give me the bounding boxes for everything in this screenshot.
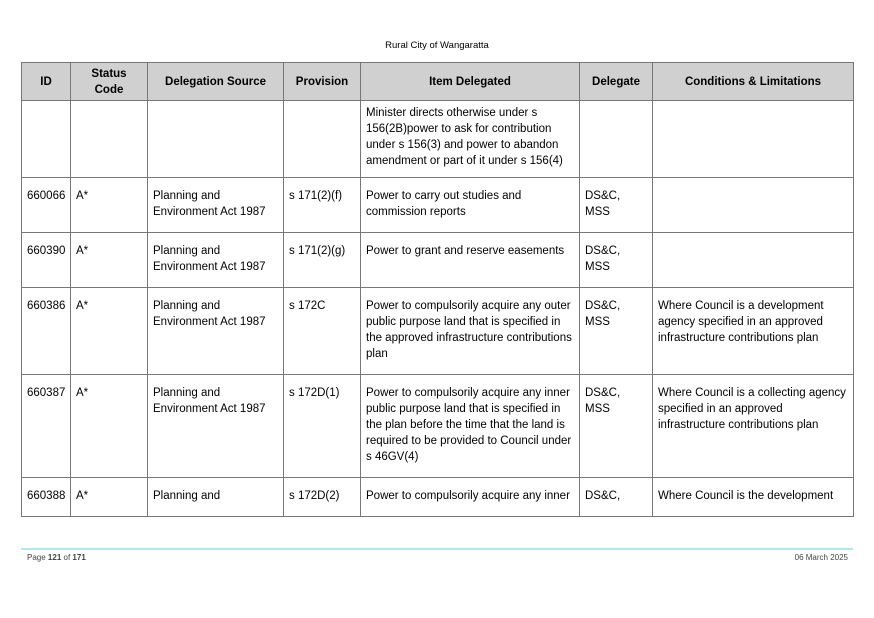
cell-item: Minister directs otherwise under s 156(2B)power to ask for contribution under s 156(3) and power to abandon amendment or part of it under s 156(4)	[361, 101, 580, 178]
cell-status: A*	[71, 288, 148, 375]
cell-provision: s 171(2)(f)	[284, 178, 361, 233]
cell-conditions: Where Council is a collecting agency specified in an approved infrastructure contributions plan	[653, 375, 854, 478]
page-total: 171	[72, 553, 86, 562]
cell-delegate: DS&C, MSS	[580, 178, 653, 233]
table-row	[22, 478, 854, 517]
page-of-label: of	[63, 553, 71, 562]
table-row	[22, 288, 854, 375]
cell-delegate: DS&C, MSS	[580, 375, 653, 478]
cell-item: Power to carry out studies and commission reports	[361, 178, 580, 233]
table-row	[22, 233, 854, 288]
cell-id: 660386	[22, 288, 71, 375]
page-current: 121	[47, 553, 62, 562]
column-header-conditions: Conditions & Limitations	[653, 63, 854, 101]
cell-conditions: Where Council is a development agency specified in an approved infrastructure contributions plan	[653, 288, 854, 375]
cell-item: Power to compulsorily acquire any inner	[361, 478, 580, 517]
cell-id: 660387	[22, 375, 71, 478]
page-header-title: Rural City of Wangaratta	[385, 40, 489, 51]
cell-provision: s 172D(1)	[284, 375, 361, 478]
page-label: Page	[27, 553, 46, 562]
cell-provision	[284, 101, 361, 178]
column-header-item-delegated: Item Delegated	[361, 63, 580, 101]
cell-item: Power to grant and reserve easements	[361, 233, 580, 288]
cell-conditions: Where Council is the development	[653, 478, 854, 517]
cell-delegate	[580, 101, 653, 178]
cell-provision: s 172C	[284, 288, 361, 375]
cell-provision: s 171(2)(g)	[284, 233, 361, 288]
delegation-table	[21, 62, 854, 517]
cell-source: Planning and Environment Act 1987	[148, 288, 284, 375]
cell-item: Power to compulsorily acquire any inner public purpose land that is specified in the plan before the time that the land is required to be provided to Council under s 46GV(4)	[361, 375, 580, 478]
cell-conditions	[653, 101, 854, 178]
cell-delegate: DS&C, MSS	[580, 288, 653, 375]
cell-source: Planning and Environment Act 1987	[148, 375, 284, 478]
cell-source: Planning and	[148, 478, 284, 517]
cell-status: A*	[71, 233, 148, 288]
column-header-provision: Provision	[284, 63, 361, 101]
column-header-status-code: Status Code	[71, 63, 148, 101]
cell-status: A*	[71, 178, 148, 233]
cell-delegate: DS&C,	[580, 478, 653, 517]
column-header-id: ID	[22, 63, 71, 101]
column-header-delegation-source: Delegation Source	[148, 63, 284, 101]
cell-source: Planning and Environment Act 1987	[148, 233, 284, 288]
table-header-row	[22, 63, 854, 101]
cell-status: A*	[71, 375, 148, 478]
cell-provision: s 172D(2)	[284, 478, 361, 517]
table-row	[22, 178, 854, 233]
cell-delegate: DS&C, MSS	[580, 233, 653, 288]
cell-id	[22, 101, 71, 178]
cell-id: 660066	[22, 178, 71, 233]
column-header-delegate: Delegate	[580, 63, 653, 101]
cell-conditions	[653, 178, 854, 233]
table-row	[22, 101, 854, 178]
cell-status: A*	[71, 478, 148, 517]
cell-source	[148, 101, 284, 178]
cell-conditions	[653, 233, 854, 288]
cell-source: Planning and Environment Act 1987	[148, 178, 284, 233]
cell-status	[71, 101, 148, 178]
footer-date: 06 March 2025	[794, 553, 848, 562]
page-number	[27, 553, 86, 562]
cell-id: 660390	[22, 233, 71, 288]
footer-divider	[21, 548, 853, 550]
table-row	[22, 375, 854, 478]
cell-item: Power to compulsorily acquire any outer public purpose land that is specified in the approved infrastructure contributions plan	[361, 288, 580, 375]
cell-id: 660388	[22, 478, 71, 517]
